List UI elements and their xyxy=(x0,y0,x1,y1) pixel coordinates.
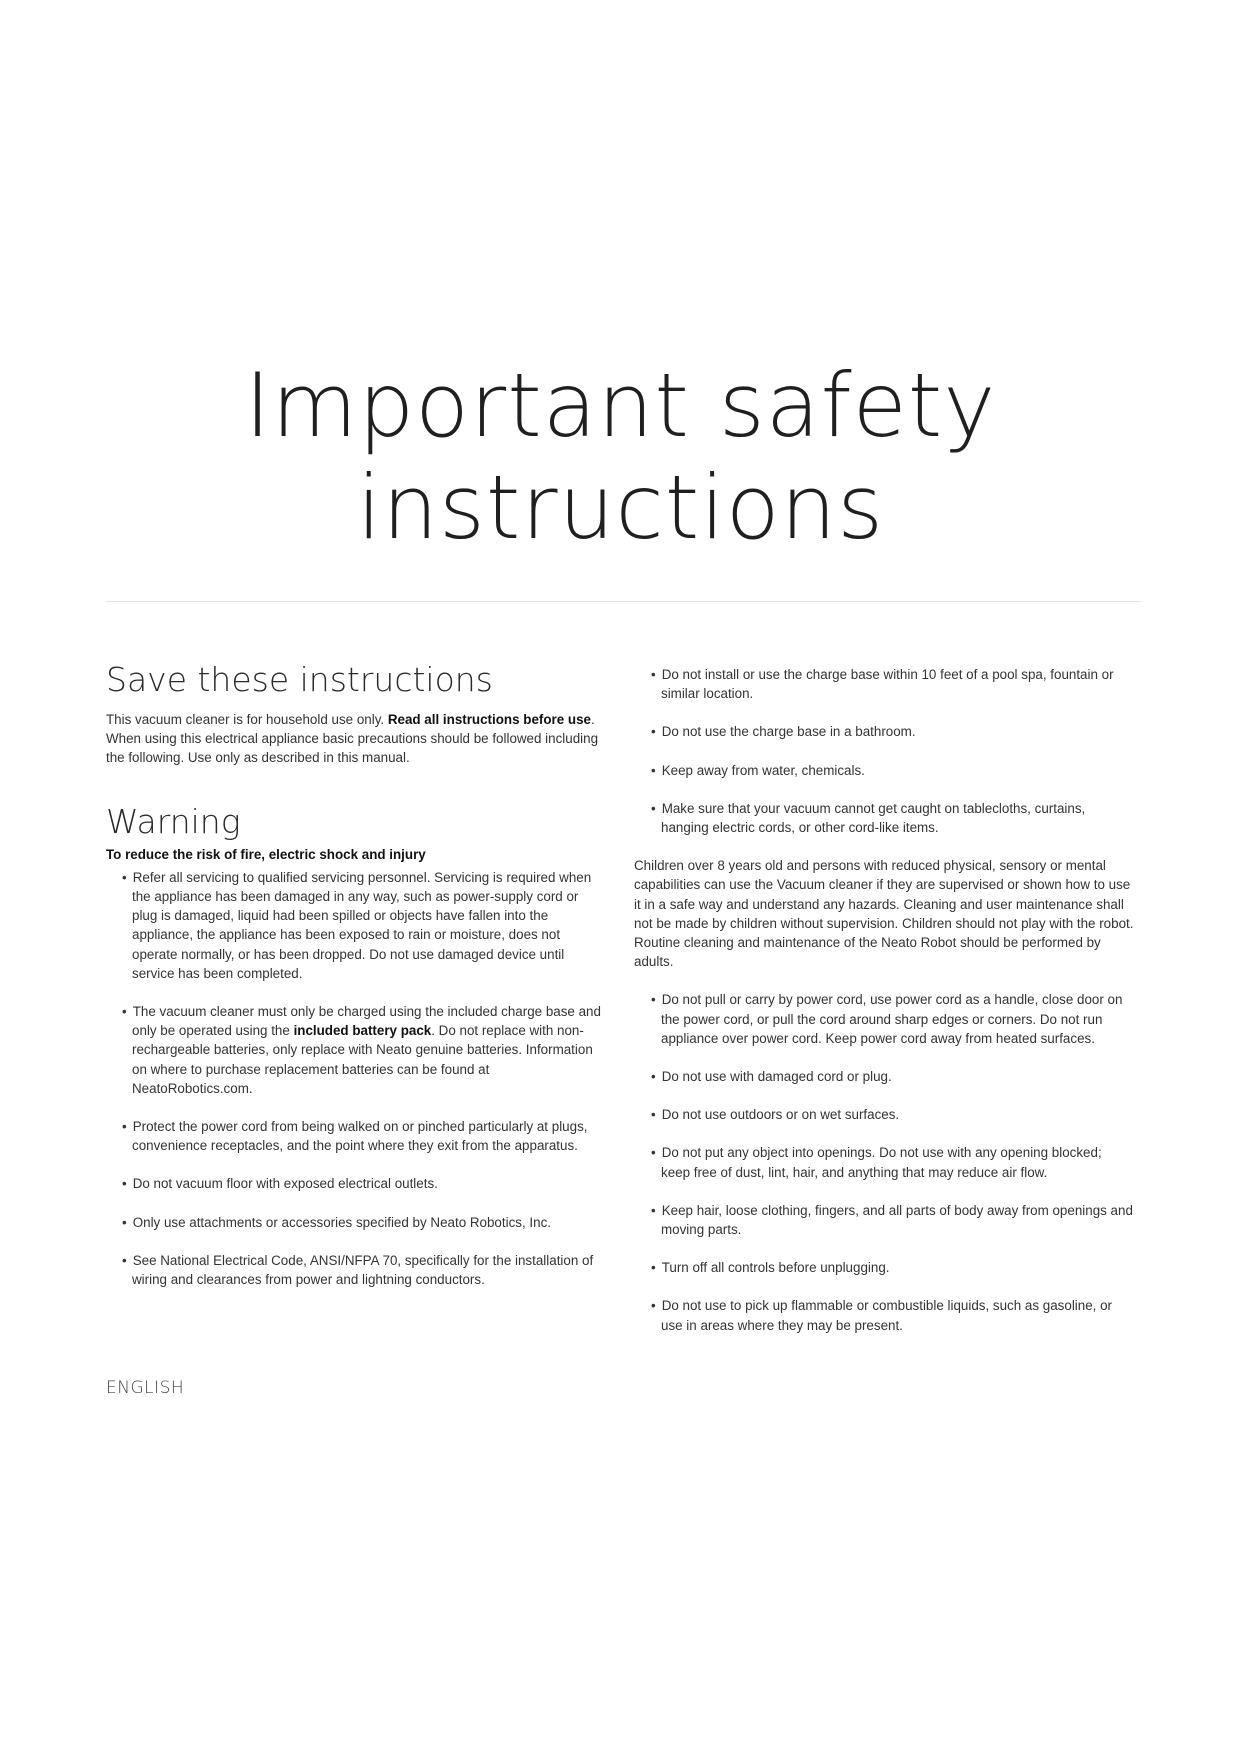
right-item-hair xyxy=(651,1201,1134,1239)
bullet-icon: • xyxy=(122,1119,127,1135)
bullet-icon: • xyxy=(122,1214,127,1230)
warning-item-power-cord xyxy=(122,1117,606,1155)
left-column xyxy=(106,660,606,1308)
language-label: ENGLISH xyxy=(106,1378,185,1398)
warning-item-outlets xyxy=(122,1174,606,1193)
right-item-text: Turn off all controls before unplugging. xyxy=(661,1260,890,1276)
warning-item-attachments xyxy=(122,1213,606,1232)
bullet-icon: • xyxy=(122,1176,127,1192)
right-item-text: Do not put any object into openings. Do not use with any opening blocked; keep free of dust, lint, hair, and anything that may reduce air flow. xyxy=(661,1145,1102,1180)
bullet-icon: • xyxy=(651,762,656,778)
intro-text-part-2: . When using this electrical appliance basic precautions should be followed including the following. Use only as described in this manual. xyxy=(106,712,599,766)
page-title xyxy=(0,355,1241,559)
children-paragraph: Children over 8 years old and persons with reduced physical, sensory or mental capabilities can use the Vacuum cleaner if they are supervised or shown how to use it in a safe way and understand any hazards. Cleaning and user maintenance shall not be made by children without supervision. Children should not play with the robot. Routine cleaning and maintenance of the Neato Robot should be performed by adults. xyxy=(634,858,1134,970)
warning-item-text: Only use attachments or accessories specified by Neato Robotics, Inc. xyxy=(132,1214,551,1230)
right-item-text: Do not use to pick up flammable or combustible liquids, such as gasoline, or use in areas where they may be present. xyxy=(661,1298,1113,1333)
warning-item-charging xyxy=(122,1002,606,1098)
right-item-text: Do not install or use the charge base within 10 feet of a pool spa, fountain or similar location. xyxy=(661,667,1114,702)
right-item-power-cord xyxy=(651,990,1134,1048)
intro-text-bold: Read all instructions before use xyxy=(387,712,591,727)
right-item-tablecloths xyxy=(651,799,1134,837)
bullet-icon: • xyxy=(651,992,656,1008)
right-column xyxy=(634,665,1134,1354)
right-item-openings xyxy=(651,1143,1134,1181)
right-item-text: Keep hair, loose clothing, fingers, and all parts of body away from openings and moving parts. xyxy=(661,1202,1133,1238)
right-item-damaged-cord xyxy=(651,1067,1134,1086)
right-bottom-list xyxy=(634,990,1134,1334)
right-item-pool xyxy=(651,665,1134,703)
bullet-icon: • xyxy=(122,1252,127,1268)
right-item-bathroom xyxy=(651,722,1134,741)
warning-list xyxy=(106,868,606,1289)
warning-item-servicing xyxy=(122,868,606,983)
right-item-text: Do not pull or carry by power cord, use power cord as a handle, close door on the power cord, or pull the cord around sharp edges or corners. Do not run appliance over power cord. Keep power cord away from heated surfaces. xyxy=(661,992,1123,1046)
bullet-icon: • xyxy=(651,667,656,682)
right-item-text: Do not use the charge base in a bathroom. xyxy=(661,724,916,740)
right-top-list xyxy=(634,665,1134,837)
warning-item-text: See National Electrical Code, ANSI/NFPA 70, specifically for the installation of wiring and clearances from power and lightning conductors. xyxy=(132,1252,594,1288)
bullet-icon: • xyxy=(651,800,656,816)
warning-subheading: To reduce the risk of fire, electric shock and injury xyxy=(106,846,426,862)
warning-item-text-part-2: . Do not replace with non-rechargeable batteries, only replace with Neato genuine batteries. Information on where to purchase replacement batteries can be found at NeatoRobotics.com. xyxy=(132,1023,593,1096)
warning-item-electrical-code xyxy=(122,1251,606,1289)
warning-heading: Warning xyxy=(106,801,241,841)
right-item-outdoors xyxy=(651,1105,1134,1124)
warning-item-text: Do not vacuum floor with exposed electrical outlets. xyxy=(132,1176,438,1192)
right-item-text: Keep away from water, chemicals. xyxy=(661,762,865,778)
warning-item-text: Protect the power cord from being walked on or pinched particularly at plugs, convenience receptacles, and the point where they exit from the apparatus. xyxy=(132,1119,588,1154)
warning-item-text-bold: included battery pack xyxy=(293,1023,432,1039)
warning-item-text-part-1: The vacuum cleaner must only be charged using the included charge base and only be operated using the xyxy=(132,1004,601,1039)
right-item-text: Do not use with damaged cord or plug. xyxy=(661,1069,892,1085)
right-item-text: Do not use outdoors or on wet surfaces. xyxy=(661,1107,900,1123)
bullet-icon: • xyxy=(122,869,127,885)
right-item-controls xyxy=(651,1258,1134,1277)
bullet-icon: • xyxy=(651,1260,656,1276)
warning-item-text: Refer all servicing to qualified servicing personnel. Servicing is required when the appliance has been damaged in any way, such as power-supply cord or plug is damaged, liquid had been spilled or objects have fallen into the appliance, the appliance has been exposed to rain or moisture, does not operate normally, or has been dropped. Do not use damaged device until service has been completed. xyxy=(132,869,592,981)
bullet-icon: • xyxy=(122,1004,127,1020)
bullet-icon: • xyxy=(651,1107,656,1123)
bullet-icon: • xyxy=(651,1145,656,1161)
bullet-icon: • xyxy=(651,1298,656,1314)
right-item-text: Make sure that your vacuum cannot get caught on tablecloths, curtains, hanging electric cords, or other cord-like items. xyxy=(661,800,1086,836)
title-divider xyxy=(106,601,1141,602)
save-instructions-text xyxy=(106,710,606,768)
bullet-icon: • xyxy=(651,1202,656,1218)
bullet-icon: • xyxy=(651,724,656,740)
right-item-water xyxy=(651,761,1134,780)
page-title-line-1: Important safety xyxy=(244,354,997,457)
right-item-flammable xyxy=(651,1296,1134,1334)
save-instructions-heading: Save these instructions xyxy=(106,660,493,699)
page-title-line-2: instructions xyxy=(356,456,885,559)
intro-text-part-1: This vacuum cleaner is for household use only. xyxy=(106,712,388,727)
bullet-icon: • xyxy=(651,1069,656,1085)
